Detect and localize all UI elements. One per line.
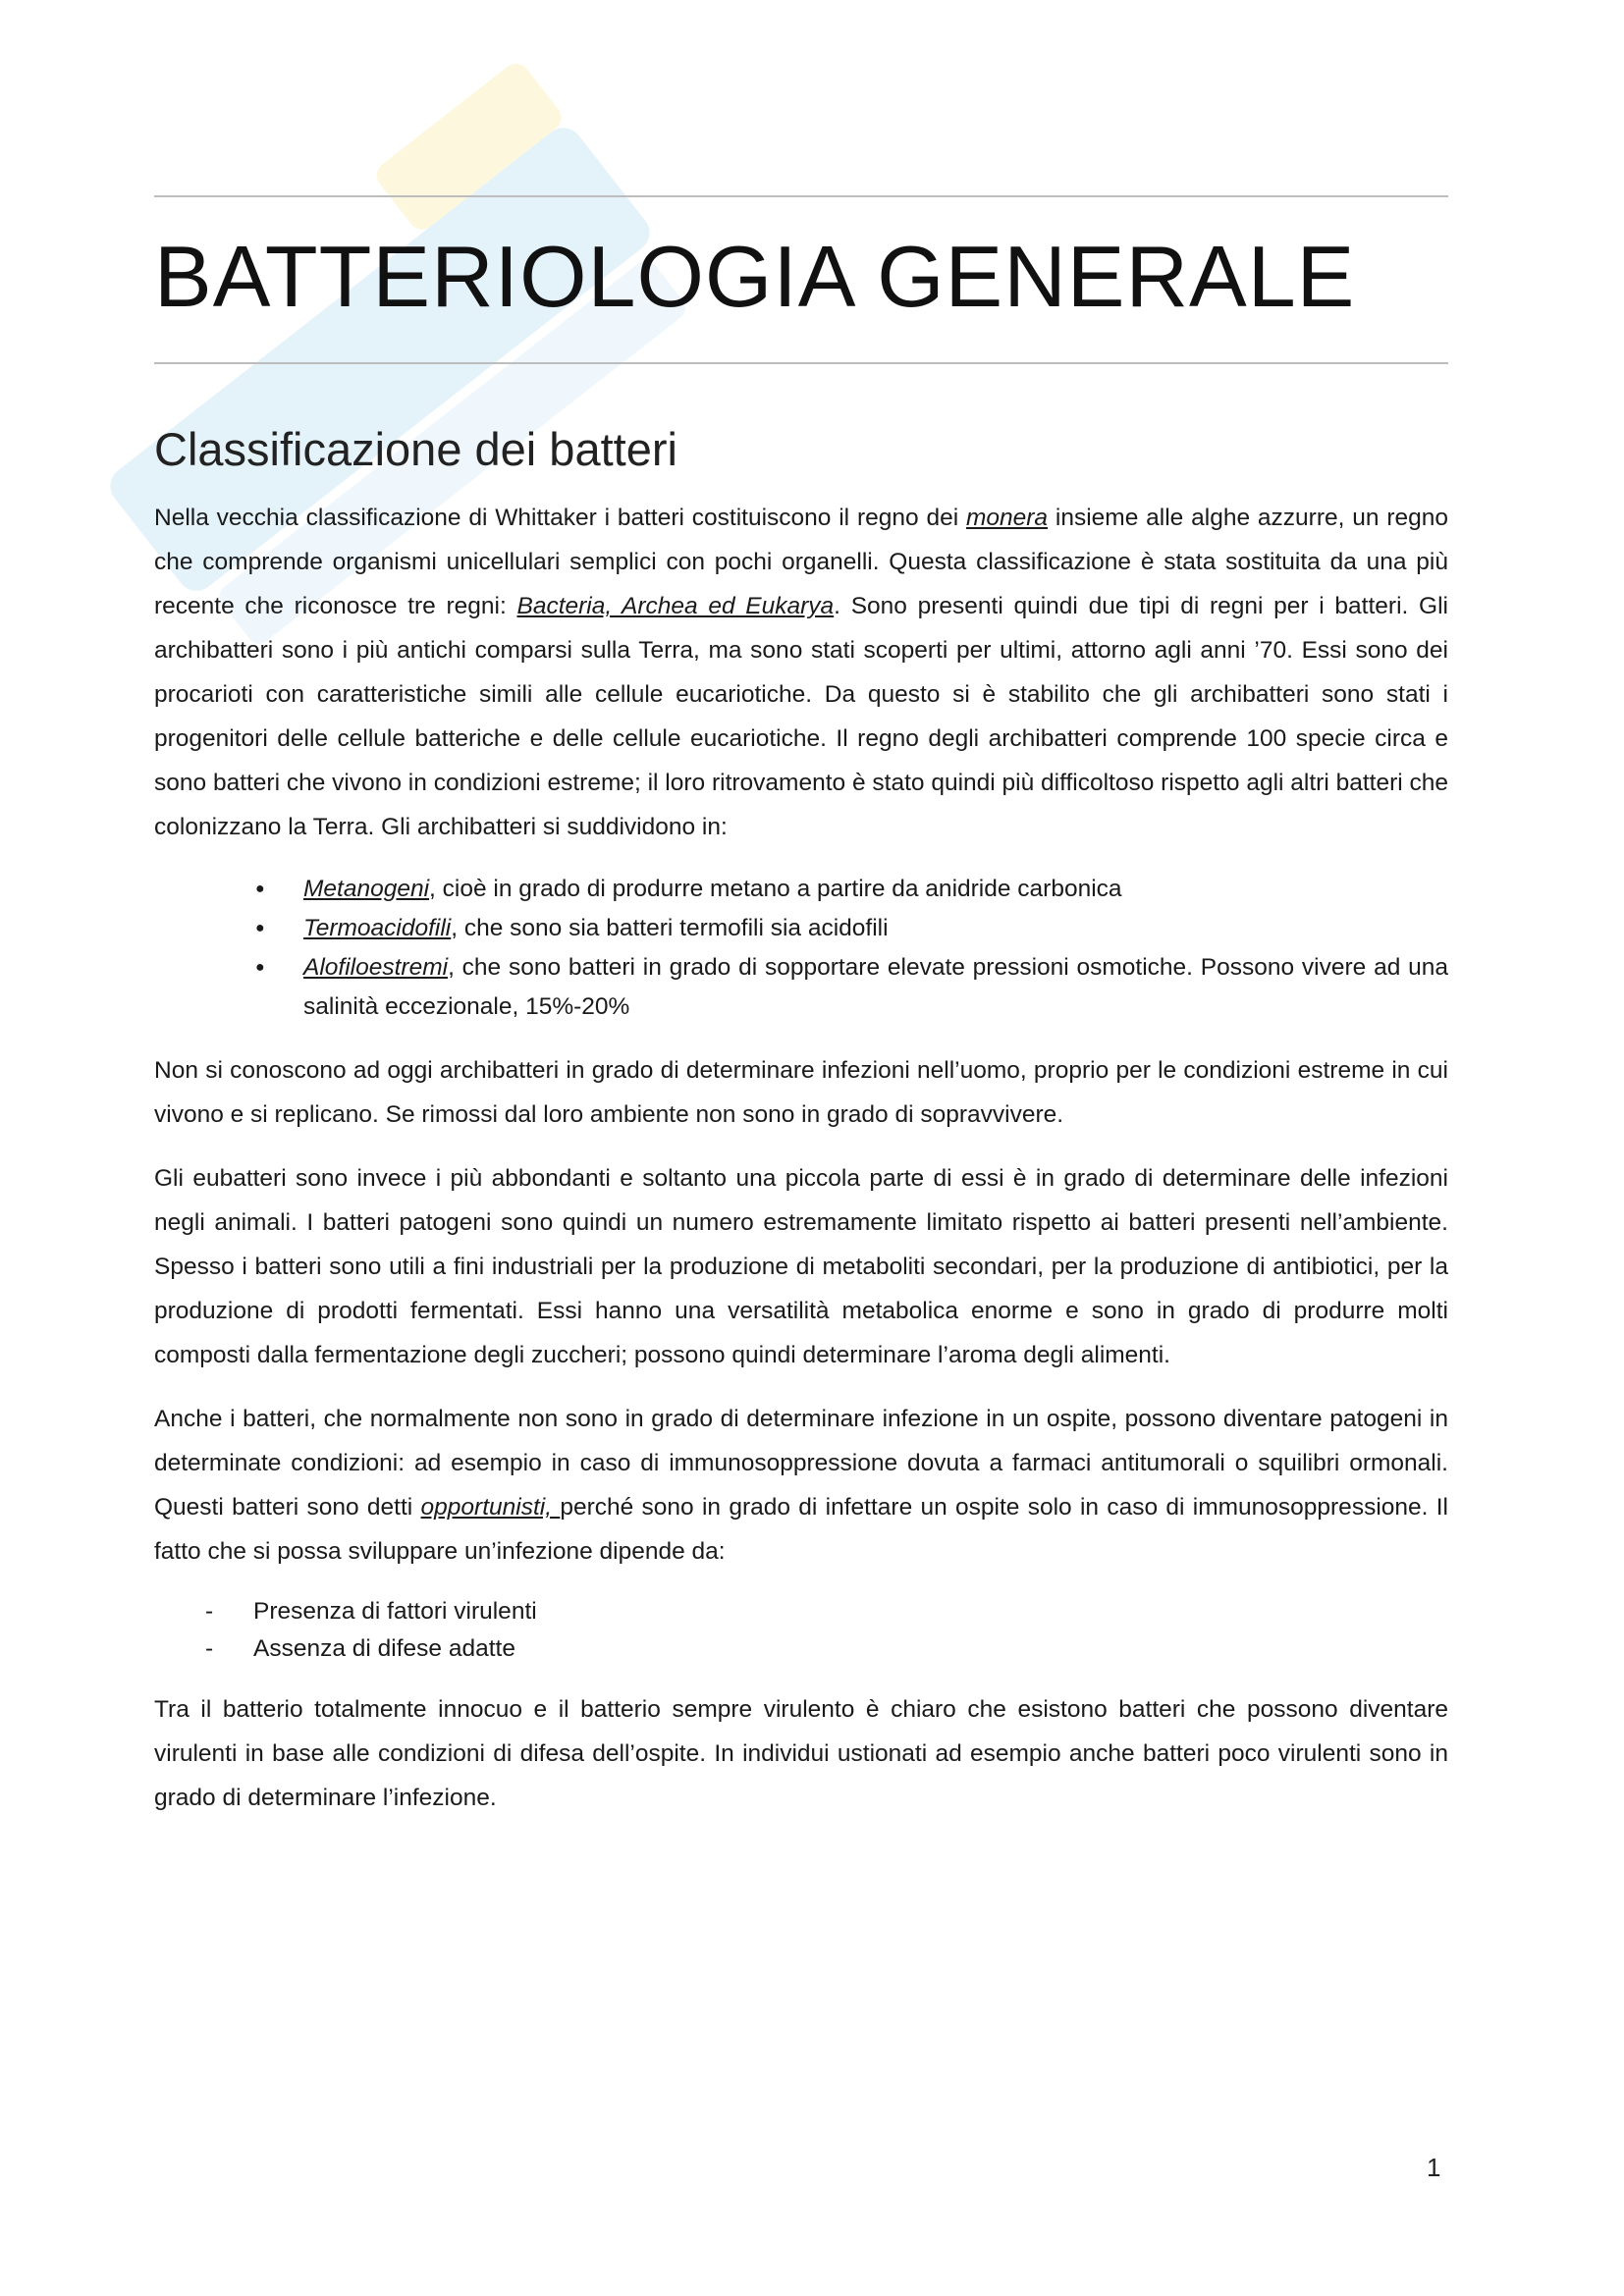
section-body xyxy=(154,496,1448,1820)
page-number: 1 xyxy=(1427,2153,1441,2182)
paragraph-opportunists: Anche i batteri, che normalmente non sono in grado di determinare infezione in un ospite, possono diventare patogeni in determinate condizioni: ad esempio in caso di immunosoppressione dovuta a farmaci antitumorali o squilibri ormonali. Questi batteri sono detti opportunisti, perché sono in grado di infettare un ospite solo in caso di immunosoppressione. Il fatto che si possa sviluppare un’infezione dipende da: xyxy=(154,1406,1448,1565)
term-monera: monera xyxy=(965,505,1049,531)
list-item: - Presenza di fattori virulenti xyxy=(154,1593,1448,1630)
paragraph-archaea-infections: Non si conoscono ad oggi archibatteri in grado di determinare infezioni nell’uomo, proprio per le condizioni estreme in cui vivono e si replicano. Se rimossi dal loro ambiente non sono in grado di sopravvivere. xyxy=(154,1057,1448,1128)
term-three-domains: Bacteria, Archea ed Eukarya xyxy=(516,593,835,619)
list-item: ● Metanogeni, cioè in grado di produrre metano a partire da anidride carbonica xyxy=(154,870,1448,909)
paragraph-eubacteria: Gli eubatteri sono invece i più abbondanti e soltanto una piccola parte di essi è in grado di determinare delle infezioni negli animali. I batteri patogeni sono quindi un numero estremamente limitato rispetto ai batteri presenti nell’ambiente. Spesso i batteri sono utili a fini industriali per la produzione di metaboliti secondari, per la produzione di antibiotici, per la produzione di prodotti fermentati. Essi hanno una versatilità metabolica enorme e sono in grado di produrre molti composti dalla fermentazione degli zuccheri; possono quindi determinare l’aroma degli alimenti. xyxy=(154,1165,1448,1368)
list-item: ● Termoacidofili, che sono sia batteri termofili sia acidofili xyxy=(154,909,1448,948)
list-item: ● Alofiloestremi, che sono batteri in grado di sopportare elevate pressioni osmotiche. Possono vivere ad una salinità eccezionale, 15%-20% xyxy=(154,948,1448,1027)
title-bottom-rule xyxy=(154,362,1448,364)
paragraph-virulence: Tra il batterio totalmente innocuo e il batterio sempre virulento è chiaro che esistono batteri che possono diventare virulenti in base alle condizioni di difesa dell’ospite. In individui ustionati ad esempio anche batteri poco virulenti sono in grado di determinare l’infezione. xyxy=(154,1696,1448,1811)
top-rule xyxy=(154,195,1448,197)
section-heading: Classificazione dei batteri xyxy=(154,423,677,475)
archaea-list xyxy=(154,870,1448,1027)
paragraph-classification: Nella vecchia classificazione di Whittaker i batteri costituiscono il regno dei monera insieme alle alghe azzurre, un regno che comprende organismi unicellulari semplici con pochi organelli. Questa classificazione è stata sostituita da una più recente che riconosce tre regni: Bacteria, Archea ed Eukarya. Sono presenti quindi due tipi di regni per i batteri. Gli archibatteri sono i più antichi comparsi sulla Terra, ma sono stati scoperti per ultimi, attorno agli anni ’70. Essi sono dei procarioti con caratteristiche simili alle cellule eucariotiche. Da questo si è stabilito che gli archibatteri sono stati i progenitori delle cellule batteriche e delle cellule eucariotiche. Il regno degli archibatteri comprende 100 specie circa e sono batteri che vivono in condizioni estreme; il loro ritrovamento è stato quindi più difficoltoso rispetto agli altri batteri che colonizzano la Terra. Gli archibatteri si suddividono in: xyxy=(154,505,1448,840)
term-opportunisti: opportunisti, xyxy=(420,1494,561,1521)
list-item: - Assenza di difese adatte xyxy=(154,1630,1448,1668)
page-title: BATTERIOLOGIA GENERALE xyxy=(154,228,1356,325)
infection-factors-list xyxy=(154,1593,1448,1668)
